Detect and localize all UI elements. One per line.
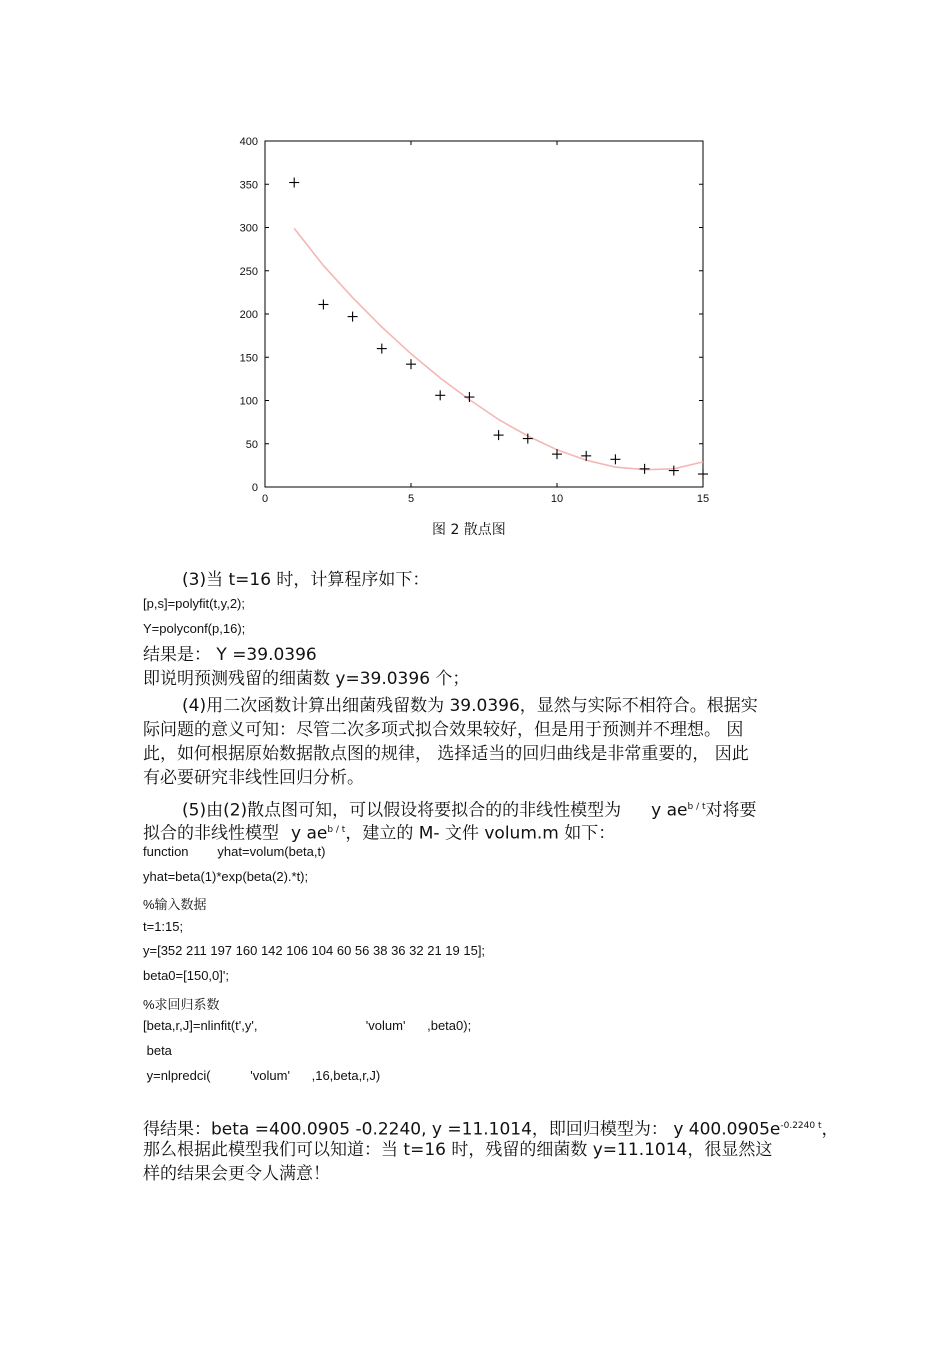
model-exponent: b / t: [687, 802, 706, 812]
data-point: [318, 299, 328, 309]
y-tick-label: 150: [239, 352, 258, 365]
section-5-line: [143, 818, 615, 846]
section-5-text: (5)由(2)散点图可知，可以假设将要拟合的的非线性模型为: [182, 800, 622, 821]
y-tick-label: 300: [239, 222, 258, 235]
section-4-line: (4)用二次函数计算出细菌残留数为 39.0396，显然与实际不相符合。根据实: [182, 696, 758, 716]
code-line: yhat=beta(1)*exp(beta(2).*t);: [143, 869, 309, 884]
code-line: t=1:15;: [143, 919, 184, 934]
data-point: [289, 178, 299, 188]
data-point: [640, 464, 650, 474]
data-point: [464, 392, 474, 402]
data-point: [435, 390, 445, 400]
section-5-text: 拟合的非线性模型: [143, 823, 279, 844]
scatter-plot: [0, 0, 950, 520]
code-line: [beta,r,J]=nlinfit(t',y', 'volum' ,beta0);: [143, 1018, 472, 1033]
code-line: y=[352 211 197 160 142 106 104 60 56 38 36 32 21 19 15];: [143, 943, 486, 958]
y-tick-label: 400: [239, 136, 258, 148]
figure-caption: 图 2 散点图: [432, 522, 506, 538]
data-point: [348, 312, 358, 322]
y-tick-label: 100: [239, 395, 258, 408]
x-tick-label: 5: [407, 493, 415, 505]
result-paragraph-line: 样的结果会更令人满意！: [143, 1164, 330, 1184]
data-point: [669, 466, 679, 476]
result-text: ，: [821, 1119, 839, 1140]
plot-frame: [265, 141, 703, 487]
model-formula: y ae: [651, 800, 688, 821]
x-tick-label: 0: [261, 493, 269, 505]
code-line: beta: [143, 1043, 172, 1058]
section-4-line: 际问题的意义可知：尽管二次多项式拟合效果较好，但是用于预测并不理想。 因: [143, 720, 744, 740]
result-text: 得结果：beta =400.0905 -0.2240, y =11.1014，即回归模型为： y 400.0905e: [143, 1119, 781, 1140]
result-exponent: -0.2240 t: [780, 1121, 822, 1131]
result-line: 结果是： Y =39.0396: [143, 645, 317, 665]
code-line: [p,s]=polyfit(t,y,2);: [143, 596, 245, 611]
code-line: y=nlpredci( 'volum' ,16,beta,r,J): [143, 1068, 381, 1083]
section-4-line: 此，如何根据原始数据散点图的规律， 选择适当的回归曲线是非常重要的， 因此: [143, 744, 749, 764]
x-tick-label: 10: [550, 493, 564, 505]
data-point: [523, 434, 533, 444]
chart-marks: [289, 178, 708, 480]
axes: [240, 136, 709, 505]
code-line: beta0=[150,0]';: [143, 968, 229, 983]
section-5-text: ，建立的 M- 文件 volum.m 如下：: [345, 823, 616, 844]
section-5-text: 对将要: [705, 800, 757, 821]
section-4-line: 有必要研究非线性回归分析。: [143, 768, 364, 788]
x-tick-label: 15: [696, 493, 710, 505]
y-tick-label: 350: [239, 179, 258, 192]
section-3-heading: (3)当 t=16 时，计算程序如下：: [182, 570, 430, 590]
y-tick-label: 250: [239, 265, 258, 278]
y-tick-label: 200: [239, 309, 258, 321]
code-line: Y=polyconf(p,16);: [143, 621, 246, 636]
code-line: function yhat=volum(beta,t): [143, 844, 326, 859]
data-point: [406, 359, 416, 369]
result-paragraph-line: 那么根据此模型我们可以知道：当 t=16 时，残留的细菌数 y=11.1014，很显然这: [143, 1140, 773, 1160]
model-exponent: b / t: [327, 825, 346, 835]
code-comment: %输入数据: [143, 897, 207, 912]
data-point: [377, 344, 387, 354]
code-comment: %求回归系数: [143, 997, 220, 1012]
y-tick-label: 0: [251, 482, 258, 494]
result-explanation: 即说明预测残留的细菌数 y=39.0396 个；: [143, 669, 470, 689]
data-point: [698, 469, 708, 479]
data-point: [610, 454, 620, 464]
data-point: [494, 430, 504, 440]
model-formula: y ae: [291, 823, 328, 844]
y-tick-label: 50: [245, 438, 258, 451]
